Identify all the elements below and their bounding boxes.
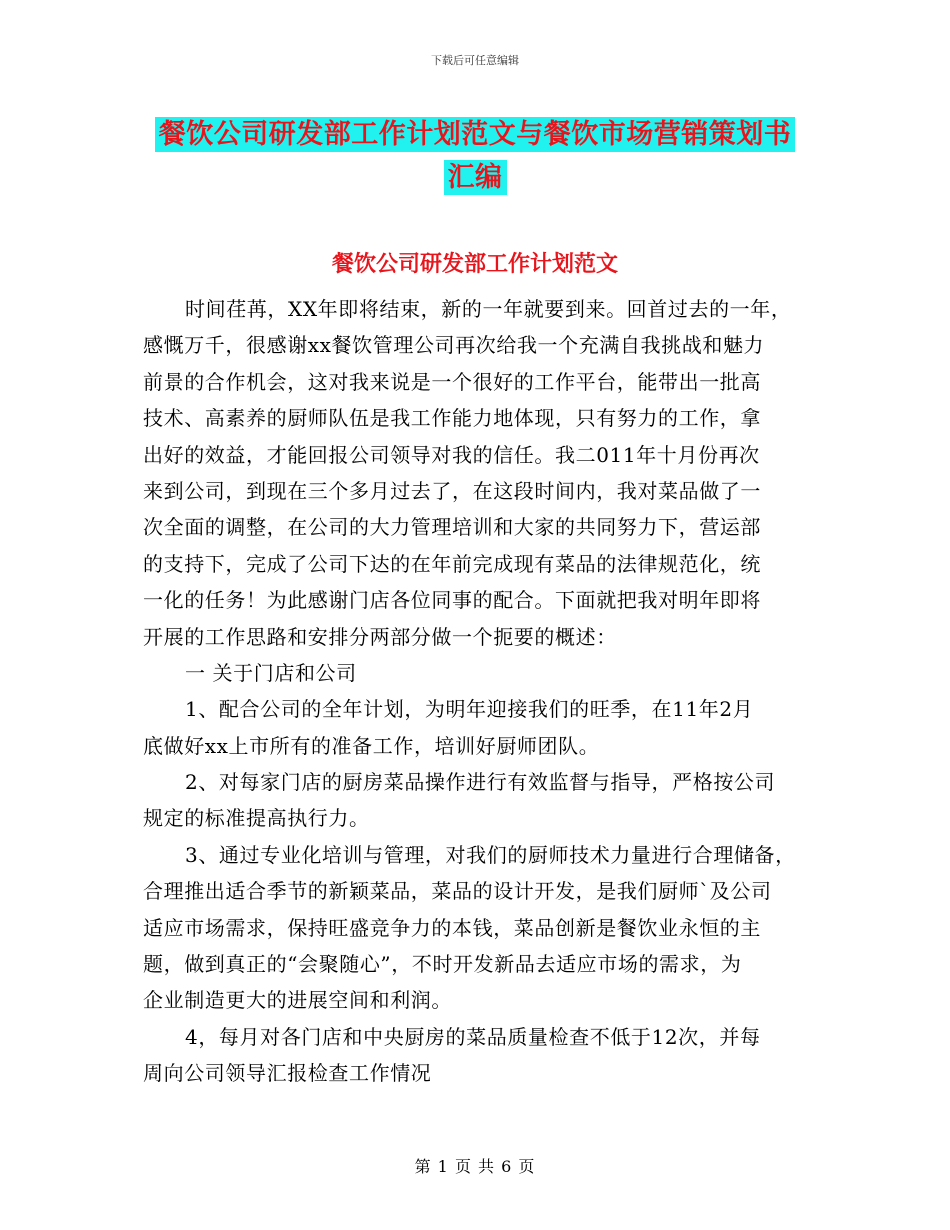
body-line: 技术、高素养的厨师队伍是我工作能力地体现，只有努力的工作，拿 [143, 406, 761, 431]
main-title-line-1 [0, 112, 950, 151]
main-title-line-2 [0, 155, 950, 194]
body-line: 合理推出适合季节的新颖菜品，菜品的设计开发，是我们厨师`及公司 [143, 879, 772, 904]
main-title-text-1: 餐饮公司研发部工作计划范文与餐饮市场营销策划书 [155, 117, 796, 152]
body-line: 周向公司领导汇报检查工作情况 [143, 1061, 432, 1086]
body-line: 4，每月对各门店和中央厨房的菜品质量检查不低于12次，并每 [185, 1024, 761, 1049]
body-line: 2、对每家门店的厨房菜品操作进行有效监督与指导，严格按公司 [185, 770, 776, 795]
body-line: 题，做到真正的“会聚随心”，不时开发新品去适应市场的需求，为 [143, 952, 742, 977]
body-line: 开展的工作思路和安排分两部分做一个扼要的概述： [143, 624, 617, 649]
body-line: 底做好xx上市所有的准备工作，培训好厨师团队。 [143, 733, 600, 758]
header-note: 下载后可任意编辑 [431, 54, 519, 67]
body-line: 一化的任务！为此感谢门店各位同事的配合。下面就把我对明年即将 [143, 588, 761, 613]
body-line: 1、配合公司的全年计划，为明年迎接我们的旺季，在11年2月 [185, 697, 754, 722]
main-title-text-2: 汇编 [444, 160, 507, 195]
body-line: 前景的合作机会，这对我来说是一个很好的工作平台，能带出一批高 [143, 369, 761, 394]
body-line: 时间荏苒，XX年即将结束，新的一年就要到来。回首过去的一年， [185, 297, 792, 321]
body-line: 规定的标准提高执行力。 [143, 806, 370, 831]
body-line: 企业制造更大的进展空间和利润。 [143, 988, 452, 1013]
body-line: 来到公司，到现在三个多月过去了，在这段时间内，我对菜品做了一 [143, 478, 761, 503]
body-line: 出好的效益，才能回报公司领导对我的信任。我二011年十月份再次 [143, 442, 760, 467]
body-line: 3、通过专业化培训与管理，对我们的厨师技术力量进行合理储备， [185, 842, 796, 867]
body-line: 适应市场需求，保持旺盛竞争力的本钱，菜品创新是餐饮业永恒的主 [143, 915, 761, 940]
body-line: 感慨万千，很感谢xx餐饮管理公司再次给我一个充满自我挑战和魅力 [143, 333, 765, 358]
section-title: 餐饮公司研发部工作计划范文 [331, 252, 618, 277]
page-footer: 第 1 页 共 6 页 [414, 1157, 536, 1176]
body-line: 一 关于门店和公司 [185, 660, 357, 685]
body-line: 次全面的调整，在公司的大力管理培训和大家的共同努力下，营运部 [143, 515, 761, 540]
body-text [143, 291, 815, 1092]
body-line: 的支持下，完成了公司下达的在年前完成现有菜品的法律规范化，统 [143, 551, 761, 576]
